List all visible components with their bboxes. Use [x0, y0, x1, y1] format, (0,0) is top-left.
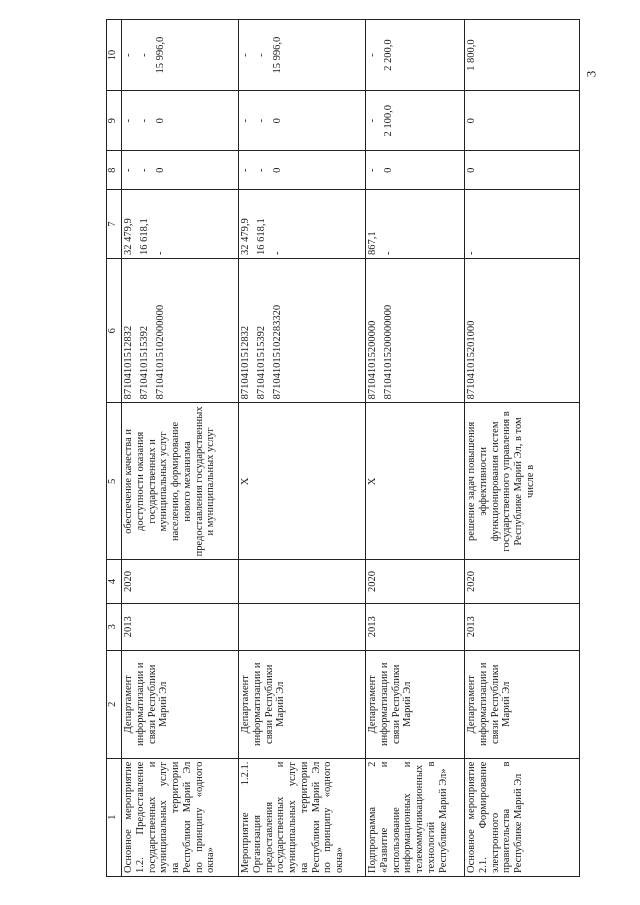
- budget-code: 87104101512832: [240, 325, 251, 400]
- amount-col7-cell: [122, 190, 239, 259]
- amount-value: 0: [383, 167, 394, 173]
- amount-value: 0: [272, 167, 283, 173]
- amount-col7-cell: [239, 190, 366, 259]
- budget-code-cell: [465, 259, 580, 403]
- amount-value: -: [367, 53, 378, 57]
- amount-col10-cell: [465, 20, 580, 91]
- start-year-cell: 2013: [366, 603, 465, 650]
- amount-value: -: [256, 119, 267, 123]
- amount-value: -: [240, 119, 251, 123]
- header-cell-6: 6: [107, 259, 122, 403]
- amount-value: -: [155, 251, 166, 256]
- executor-cell: Департамент информатизации и связи Республики Марий Эл: [465, 650, 580, 758]
- amount-value: 32 479,9: [123, 218, 134, 256]
- amount-col7-cell: [366, 190, 465, 259]
- budget-code: 871041015200000: [367, 320, 378, 400]
- expected-result-cell: решение задач повышения эффективности функционирования систем государственного управления в Республике Марий Эл, в том числе в: [465, 403, 580, 560]
- budget-code: 871041015201000: [466, 320, 477, 400]
- budget-code: 871041015102283320: [272, 304, 283, 400]
- header-cell-1: 1: [107, 758, 122, 876]
- amount-value: 16 618,1: [256, 218, 267, 256]
- amount-col9-cell: [366, 91, 465, 151]
- amount-value: -: [367, 168, 378, 173]
- budget-code-cell: [366, 259, 465, 403]
- activity-name-cell: Мероприятие 1.2.1. Организация предоставления государственных и муниципальных услуг на территории Республики Марий Эл по принципу «одного окна»: [239, 758, 366, 876]
- header-cell-9: 9: [107, 91, 122, 151]
- budget-table-rotated: [106, 19, 598, 877]
- amount-value: 16 618,1: [139, 218, 150, 256]
- amount-value: 0: [272, 118, 283, 124]
- amount-value: -: [383, 251, 394, 256]
- amount-value: -: [466, 251, 477, 256]
- end-year-cell: 2020: [366, 560, 465, 603]
- amount-col9-cell: [465, 91, 580, 151]
- amount-value: -: [123, 53, 134, 57]
- amount-value: -: [240, 53, 251, 57]
- expected-result-cell: Х: [239, 403, 366, 560]
- amount-value: 2 100,0: [383, 105, 394, 137]
- expected-result-cell: Х: [366, 403, 465, 560]
- amount-value: -: [272, 251, 283, 256]
- header-cell-8: 8: [107, 151, 122, 190]
- amount-value: -: [123, 119, 134, 123]
- amount-col7-cell: [465, 190, 580, 259]
- amount-value: 15 996,0: [155, 36, 166, 74]
- budget-code: 87104101515392: [256, 325, 267, 400]
- amount-col10-cell: [366, 20, 465, 91]
- executor-cell: Департамент информатизации и связи Республики Марий Эл: [239, 650, 366, 758]
- amount-value: 15 996,0: [272, 36, 283, 74]
- header-row: [107, 20, 122, 877]
- table-row: [239, 20, 366, 877]
- amount-col10-cell: [122, 20, 239, 91]
- end-year-cell: 2020: [465, 560, 580, 603]
- budget-code: 871041015128З2: [123, 325, 134, 400]
- amount-value: 32 479,9: [240, 218, 251, 256]
- header-cell-10: 10: [107, 20, 122, 91]
- end-year-cell: [239, 560, 366, 603]
- header-cell-7: 7: [107, 190, 122, 259]
- executor-cell: Департамент информатизации и связи Республики Марий Эл: [122, 650, 239, 758]
- amount-value: -: [256, 168, 267, 173]
- budget-table: [106, 19, 580, 877]
- budget-code: 871041015102000000: [155, 304, 166, 400]
- amount-value: 0: [155, 167, 166, 173]
- amount-value: -: [139, 119, 150, 123]
- start-year-cell: [239, 603, 366, 650]
- table-row: [122, 20, 239, 877]
- amount-value: -: [139, 168, 150, 173]
- activity-name-cell: Основное мероприятие 1.2. Предоставление государственных и муниципальных услуг на территории Республики Марий Эл по принципу «одного окна»: [122, 758, 239, 876]
- expected-result-cell: обеспечение качества и доступности оказания государственных и муниципальных услуг населению, формирование нового механизма предоставления государственных и муниципальных услуг: [122, 403, 239, 560]
- budget-code: 87104101515392: [139, 325, 150, 400]
- page-number: 3: [583, 70, 599, 78]
- amount-col10-cell: [239, 20, 366, 91]
- budget-code-cell: [122, 259, 239, 403]
- executor-cell: Департамент информатизации и связи Республики Марий Эл: [366, 650, 465, 758]
- header-cell-2: 2: [107, 650, 122, 758]
- header-cell-5: 5: [107, 403, 122, 560]
- activity-name-cell: Подпрограмма 2 «Развитие и использование информационных и телекоммуникационных технологий в Республике Марий Эл»: [366, 758, 465, 876]
- header-cell-3: 3: [107, 603, 122, 650]
- amount-value: -: [256, 53, 267, 57]
- amount-value: 1 800,0: [466, 39, 477, 71]
- amount-value: 0: [466, 167, 477, 173]
- end-year-cell: 2020: [122, 560, 239, 603]
- amount-value: 2 200,0: [383, 39, 394, 71]
- amount-col8-cell: [366, 151, 465, 190]
- amount-value: -: [240, 168, 251, 173]
- amount-col8-cell: [122, 151, 239, 190]
- amount-value: 0: [466, 118, 477, 124]
- amount-value: -: [123, 168, 134, 173]
- activity-name-cell: Основное мероприятие 2.1. Формирование электронного правительства в Республике Марий Эл: [465, 758, 580, 876]
- amount-value: 0: [155, 118, 166, 124]
- amount-value: -: [139, 53, 150, 57]
- budget-code-cell: [239, 259, 366, 403]
- amount-col8-cell: [465, 151, 580, 190]
- table-row: [366, 20, 465, 877]
- amount-col9-cell: [239, 91, 366, 151]
- amount-value: 867,1: [367, 231, 378, 256]
- header-cell-4: 4: [107, 560, 122, 603]
- start-year-cell: 2013: [465, 603, 580, 650]
- start-year-cell: 2013: [122, 603, 239, 650]
- amount-col9-cell: [122, 91, 239, 151]
- table-row: [465, 20, 580, 877]
- budget-code: 871041015200000000: [383, 304, 394, 400]
- amount-col8-cell: [239, 151, 366, 190]
- amount-value: -: [367, 119, 378, 123]
